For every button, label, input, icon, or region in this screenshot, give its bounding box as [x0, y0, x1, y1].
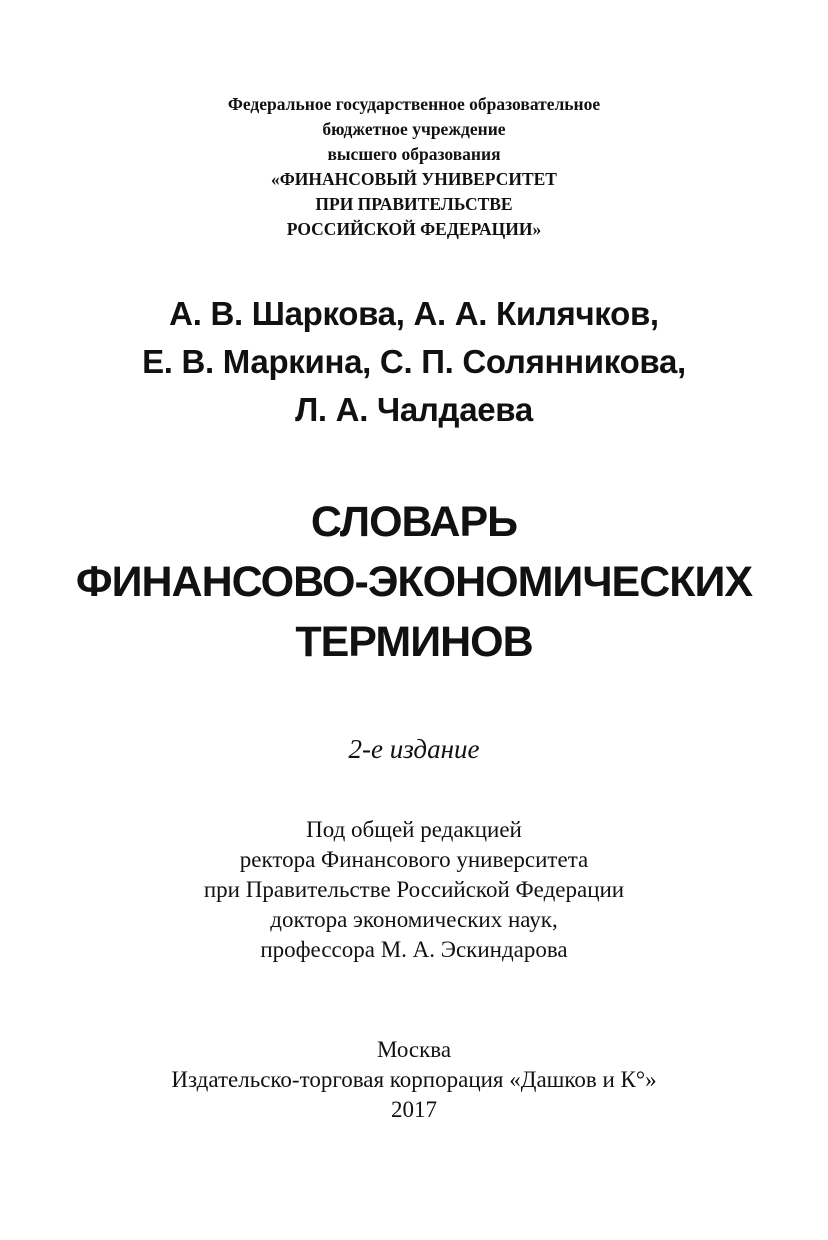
- author-line: А. В. Шаркова, А. А. Килячков,: [169, 295, 659, 332]
- title-line: ФИНАНСОВО-ЭКОНОМИЧЕСКИХ: [75, 558, 753, 606]
- institution-line: «ФИНАНСОВЫЙ УНИВЕРСИТЕТ: [271, 169, 557, 189]
- editor-line: ректора Финансового университета: [239, 847, 589, 872]
- publisher-city: Москва: [376, 1037, 452, 1062]
- publisher-name: Издательско-торговая корпорация «Дашков и К°»: [171, 1067, 657, 1092]
- editor-line: профессора М. А. Эскиндарова: [260, 937, 568, 962]
- institution-line: ПРИ ПРАВИТЕЛЬСТВЕ: [315, 194, 513, 214]
- institution-line: Федеральное государственное образовательное: [227, 94, 601, 114]
- institution-line: высшего образования: [327, 144, 501, 164]
- title-line: СЛОВАРЬ: [310, 498, 518, 546]
- edition-label: 2-е издание: [348, 734, 480, 764]
- publisher-block: [0, 1035, 828, 1125]
- author-line: Е. В. Маркина, С. П. Солянникова,: [142, 343, 686, 380]
- editor-line: при Правительстве Российской Федерации: [203, 877, 625, 902]
- editor-line: доктора экономических наук,: [270, 907, 558, 932]
- publication-year: 2017: [391, 1097, 437, 1122]
- author-line: Л. А. Чалдаева: [295, 391, 533, 428]
- editor-block: [0, 815, 828, 965]
- institution-line: бюджетное учреждение: [322, 119, 506, 139]
- title-line: ТЕРМИНОВ: [295, 618, 533, 666]
- editor-line: Под общей редакцией: [306, 817, 522, 842]
- book-title: [0, 492, 828, 672]
- institution-line: РОССИЙСКОЙ ФЕДЕРАЦИИ»: [286, 219, 542, 239]
- authors-block: [0, 290, 828, 434]
- institution-block: [0, 92, 828, 242]
